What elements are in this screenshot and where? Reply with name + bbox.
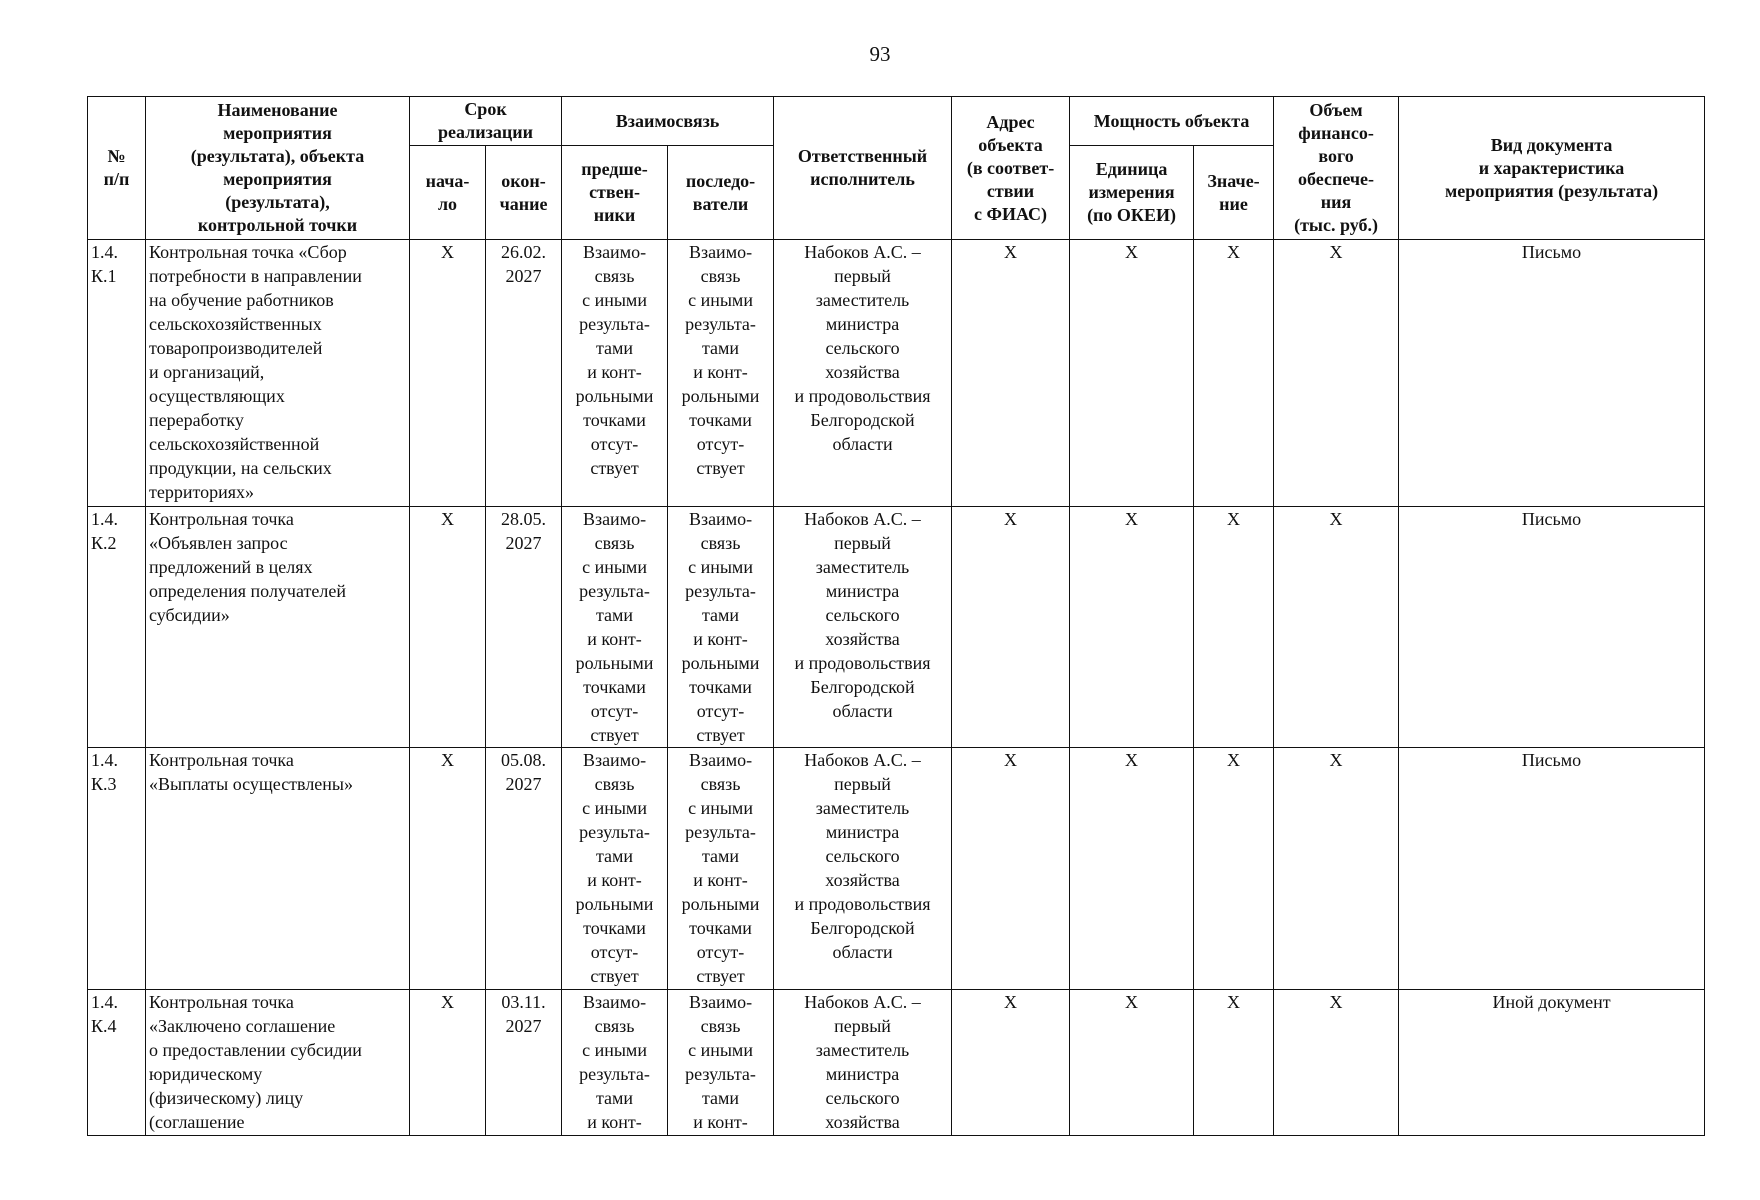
header-unit: Единица измерения (по ОКЕИ) [1070,146,1194,240]
header-doc-type: Вид документа и характеристика мероприятия (результата) [1399,97,1705,240]
row-predecessors: Взаимо- связь с иными результа- тами и конт- рольными точками отсут- ствует [562,507,668,748]
row-funding: X [1274,990,1399,1136]
row-doc-type: Письмо [1399,240,1705,507]
row-successors: Взаимо- связь с иными результа- тами и конт- рольными точками отсут- ствует [668,748,774,990]
row-unit: X [1070,990,1194,1136]
row-successors: Взаимо- связь с иными результа- тами и конт- рольными точками отсут- ствует [668,240,774,507]
row-doc-type: Иной документ [1399,990,1705,1136]
row-responsible: Набоков А.С. – первый заместитель министра сельского хозяйства и продовольствия Белгородской области [774,748,952,990]
header-num: № п/п [88,97,146,240]
plan-table [87,96,1705,1136]
row-name: Контрольная точка «Сбор потребности в направлении на обучение работников сельскохозяйственных товаропроизводителей и организаций, осуществляющих переработку сельскохозяйственной продукции, на сельских территориях» [146,240,410,507]
row-funding: X [1274,507,1399,748]
row-successors: Взаимо- связь с иными результа- тами и конт- [668,990,774,1136]
row-address: X [952,748,1070,990]
header-responsible: Ответственный исполнитель [774,97,952,240]
row-num: 1.4. К.3 [88,748,146,990]
header-funding: Объем финансо- вого обеспече- ния (тыс. руб.) [1274,97,1399,240]
row-value: X [1194,507,1274,748]
row-start: X [410,990,486,1136]
header-value: Значе- ние [1194,146,1274,240]
row-predecessors: Взаимо- связь с иными результа- тами и конт- рольными точками отсут- ствует [562,748,668,990]
row-value: X [1194,748,1274,990]
row-predecessors: Взаимо- связь с иными результа- тами и конт- рольными точками отсут- ствует [562,240,668,507]
header-predecessors: предше- ствен- ники [562,146,668,240]
header-term: Срок реализации [410,97,562,146]
row-value: X [1194,240,1274,507]
row-num: 1.4. К.4 [88,990,146,1136]
row-name: Контрольная точка «Выплаты осуществлены» [146,748,410,990]
row-value: X [1194,990,1274,1136]
row-predecessors: Взаимо- связь с иными результа- тами и конт- [562,990,668,1136]
row-unit: X [1070,240,1194,507]
row-address: X [952,240,1070,507]
row-responsible: Набоков А.С. – первый заместитель министра сельского хозяйства [774,990,952,1136]
header-capacity: Мощность объекта [1070,97,1274,146]
row-start: X [410,748,486,990]
row-end: 26.02. 2027 [486,240,562,507]
header-name: Наименование мероприятия (результата), объекта мероприятия (результата), контрольной точки [146,97,410,240]
row-start: X [410,240,486,507]
header-relation: Взаимосвязь [562,97,774,146]
table-row [88,748,1705,990]
row-funding: X [1274,748,1399,990]
row-successors: Взаимо- связь с иными результа- тами и конт- рольными точками отсут- ствует [668,507,774,748]
table-row [88,507,1705,748]
row-doc-type: Письмо [1399,507,1705,748]
header-successors: последо- ватели [668,146,774,240]
row-address: X [952,507,1070,748]
row-unit: X [1070,507,1194,748]
page-number: 93 [869,42,891,66]
row-address: X [952,990,1070,1136]
row-responsible: Набоков А.С. – первый заместитель министра сельского хозяйства и продовольствия Белгородской области [774,507,952,748]
header-term-end: окон- чание [486,146,562,240]
row-name: Контрольная точка «Заключено соглашение о предоставлении субсидии юридическому (физическому) лицу (соглашение [146,990,410,1136]
row-doc-type: Письмо [1399,748,1705,990]
row-name: Контрольная точка «Объявлен запрос предложений в целях определения получателей субсидии» [146,507,410,748]
row-funding: X [1274,240,1399,507]
row-end: 28.05. 2027 [486,507,562,748]
row-end: 05.08. 2027 [486,748,562,990]
row-unit: X [1070,748,1194,990]
row-end: 03.11. 2027 [486,990,562,1136]
header-address: Адрес объекта (в соответ- ствии с ФИАС) [952,97,1070,240]
table-row [88,240,1705,507]
row-num: 1.4. К.1 [88,240,146,507]
row-num: 1.4. К.2 [88,507,146,748]
row-responsible: Набоков А.С. – первый заместитель министра сельского хозяйства и продовольствия Белгородской области [774,240,952,507]
header-term-start: нача- ло [410,146,486,240]
table-row [88,990,1705,1136]
row-start: X [410,507,486,748]
